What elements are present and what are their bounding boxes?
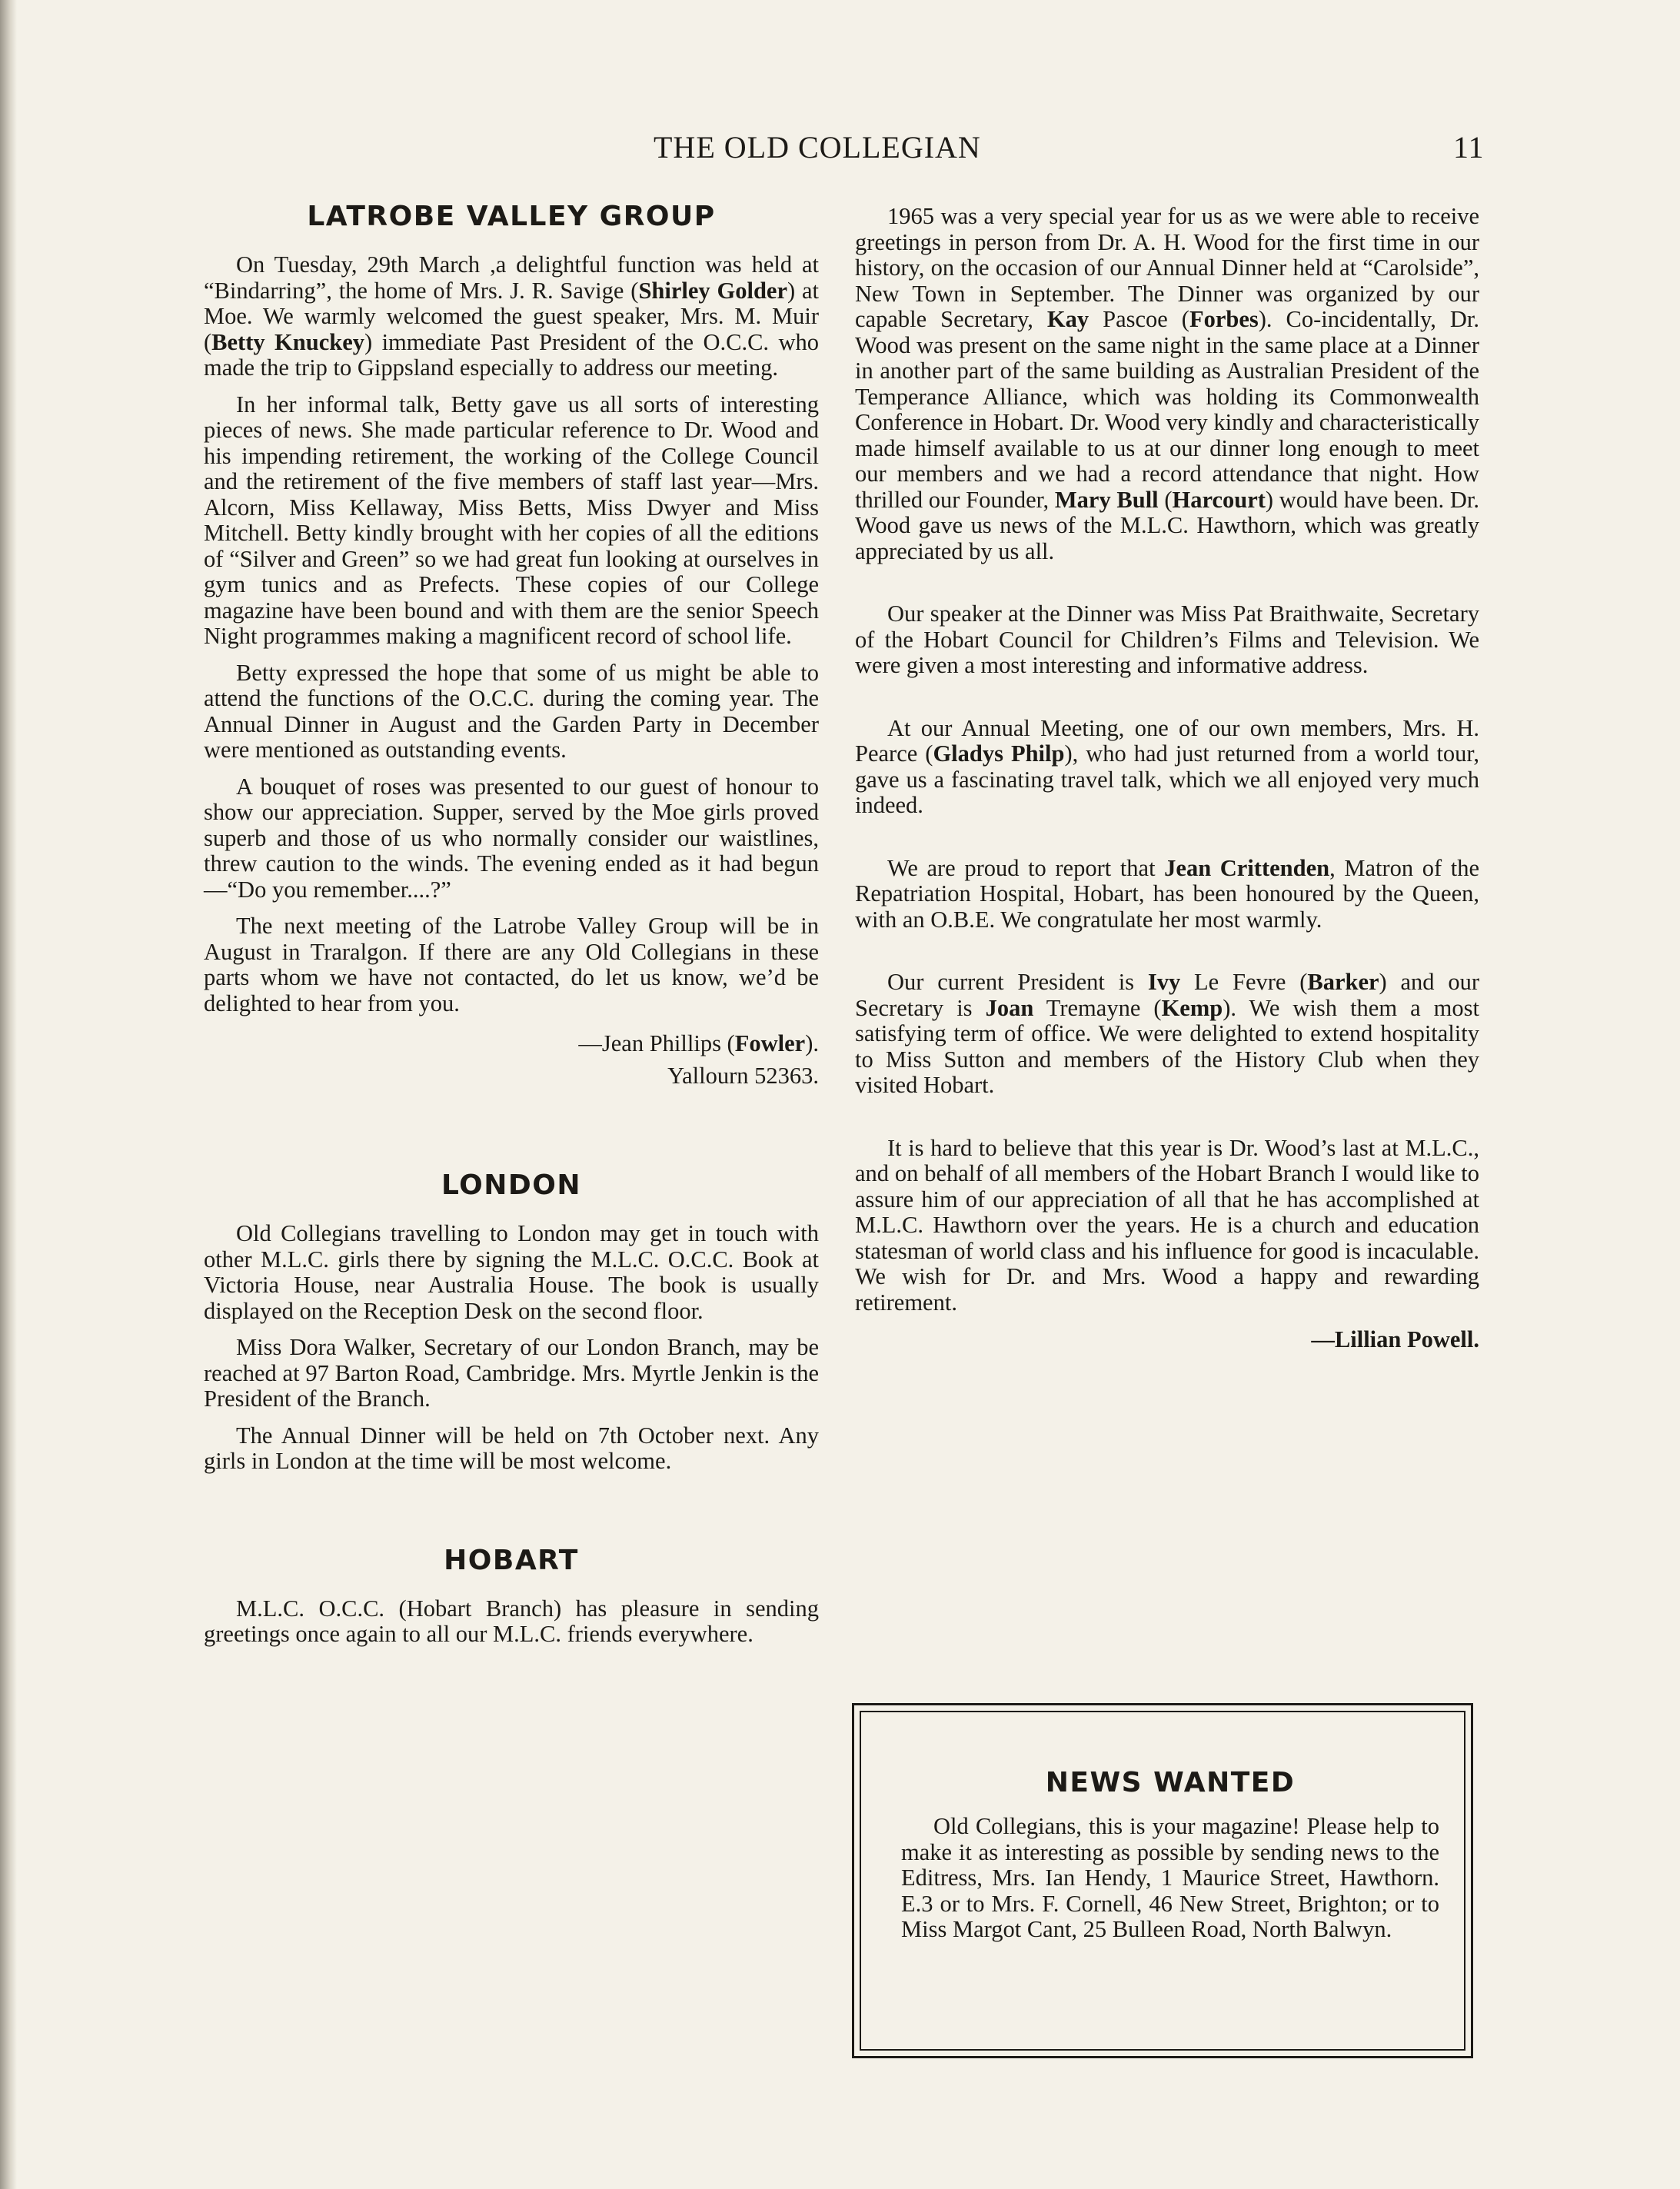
hobart-paragraph-6: It is hard to believe that this year is Dr. Wood’s last at M.L.C., and on behalf of all members of the Hobart Branch I would like to assure him of our appreciation of all that he has accomplished at M.L.C. Hawthorn over the years. He is a church and education statesman of world class and his influence for good is incaculable. We wish for Dr. and Mrs. Wood a happy and rewarding retirement. (855, 1134, 1479, 1316)
hobart-paragraph-1: 1965 was a very special year for us as we were able to receive greetings in person from Dr. A. H. Wood for the first time in our history, on the occasion of our Annual Dinner held at “Carolside”, New Town in September. The Dinner was organized by our capable Secretary, Kay Pascoe (Forbes). Co-incidentally, Dr. Wood was present on the same night in the same place at a Dinner in another part of the same building as Australian President of the Temperance Alliance, which was holding its Commonwealth Conference in Hobart. Dr. Wood very kindly and characteristically made himself available to us at our dinner long enough to meet our members and we had a record attendance that night. How thrilled our Founder, Mary Bull (Harcourt) would have been. Dr. Wood gave us news of the M.L.C. Hawthorn, which was greatly appreciated by us all. (855, 203, 1479, 564)
page-binding-edge (0, 0, 17, 2189)
hobart-paragraph-2: Our speaker at the Dinner was Miss Pat Braithwaite, Secretary of the Hobart Council for Children’s Films and Television. We were given a most interesting and informative address. (855, 600, 1479, 678)
latrobe-paragraph-4: A bouquet of roses was presented to our guest of honour to show our appreciation. Supper, served by the Moe girls proved superb and those of us who normally consider our waistlines, threw caution to the winds. The evening ended as it had begun—“Do you remember....?” (204, 773, 819, 903)
hobart-section (204, 1544, 819, 1648)
latrobe-signature: —Jean Phillips (Fowler). (578, 1030, 819, 1056)
news-wanted-inner-frame (860, 1711, 1465, 2051)
magazine-title: THE OLD COLLEGIAN (654, 130, 981, 165)
latrobe-phone: Yallourn 52363. (667, 1063, 819, 1089)
latrobe-valley-section (204, 200, 819, 1092)
hobart-paragraph-3: At our Annual Meeting, one of our own members, Mrs. H. Pearce (Gladys Philp), who had just returned from a world tour, gave us a fascinating travel talk, which we all enjoyed very much indeed. (855, 714, 1479, 818)
news-wanted-heading: NEWS WANTED (1045, 1767, 1296, 1798)
news-wanted-box (852, 1703, 1473, 2058)
news-wanted-body: Old Collegians, this is your magazine! Please help to make it as interesting as possible by sending news to the Editress, Mrs. Ian Hendy, 1 Maurice Street, Hawthorn. E.3 or to Mrs. F. Cornell, 46 New Street, Brighton; or to Miss Margot Cant, 25 Bulleen Road, North Balwyn. (901, 1813, 1439, 1942)
right-column (855, 204, 1479, 1356)
london-heading: LONDON (441, 1169, 581, 1201)
page-number: 11 (1453, 130, 1485, 165)
left-column (204, 200, 819, 1658)
latrobe-paragraph-2: In her informal talk, Betty gave us all sorts of interesting pieces of news. She made particular reference to Dr. Wood and his impending retirement, the working of the College Council and the retirement of the five members of staff last year—Mrs. Alcorn, Miss Kellaway, Miss Betts, Miss Dwyer and Miss Mitchell. Betty kindly brought with her copies of all the editions of “Silver and Green” so we had great fun looking at ourselves in gym tunics and as Prefects. These copies of our College magazine have been bound and with them are the senior Speech Night programmes making a magnificent record of school life. (204, 391, 819, 649)
latrobe-paragraph-1: On Tuesday, 29th March ,a delightful function was held at “Bindarring”, the home of Mrs. J. R. Savige (Shirley Golder) at Moe. We warmly welcomed the guest speaker, Mrs. M. Muir (Betty Knuckey) immediate Past President of the O.C.C. who made the trip to Gippsland especially to address our meeting. (204, 251, 819, 381)
latrobe-paragraph-5: The next meeting of the Latrobe Valley Group will be in August in Traralgon. If there are any Old Collegians in these parts whom we have not contacted, do let us know, we’d be delighted to hear from you. (204, 913, 819, 1016)
london-section (204, 1169, 819, 1475)
latrobe-paragraph-3: Betty expressed the hope that some of us might be able to attend the functions of the O.C.C. during the coming year. The Annual Dinner in August and the Garden Party in December were mentioned as outstanding events. (204, 659, 819, 763)
hobart-paragraph-0: M.L.C. O.C.C. (Hobart Branch) has pleasure in sending greetings once again to all our M.L.C. friends everywhere. (204, 1595, 819, 1647)
london-paragraph-2: Miss Dora Walker, Secretary of our London Branch, may be reached at 97 Barton Road, Cambridge. Mrs. Myrtle Jenkin is the President of the Branch. (204, 1334, 819, 1412)
hobart-heading: HOBART (444, 1544, 579, 1576)
hobart-paragraph-4: We are proud to report that Jean Crittenden, Matron of the Repatriation Hospital, Hobart, has been honoured by the Queen, with an O.B.E. We congratulate her most warmly. (855, 854, 1479, 933)
latrobe-heading: LATROBE VALLEY GROUP (307, 201, 716, 232)
london-paragraph-1: Old Collegians travelling to London may get in touch with other M.L.C. girls there by signing the M.L.C. O.C.C. Book at Victoria House, near Australia House. The book is usually displayed on the Reception Desk on the second floor. (204, 1220, 819, 1324)
hobart-signature: —Lillian Powell. (1311, 1326, 1479, 1352)
london-paragraph-3: The Annual Dinner will be held on 7th October next. Any girls in London at the time will be most welcome. (204, 1422, 819, 1474)
hobart-paragraph-5: Our current President is Ivy Le Fevre (Barker) and our Secretary is Joan Tremayne (Kemp). We wish them a most satisfying term of office. We were delighted to extend hospitality to Miss Sutton and members of the History Club when they visited Hobart. (855, 969, 1479, 1098)
